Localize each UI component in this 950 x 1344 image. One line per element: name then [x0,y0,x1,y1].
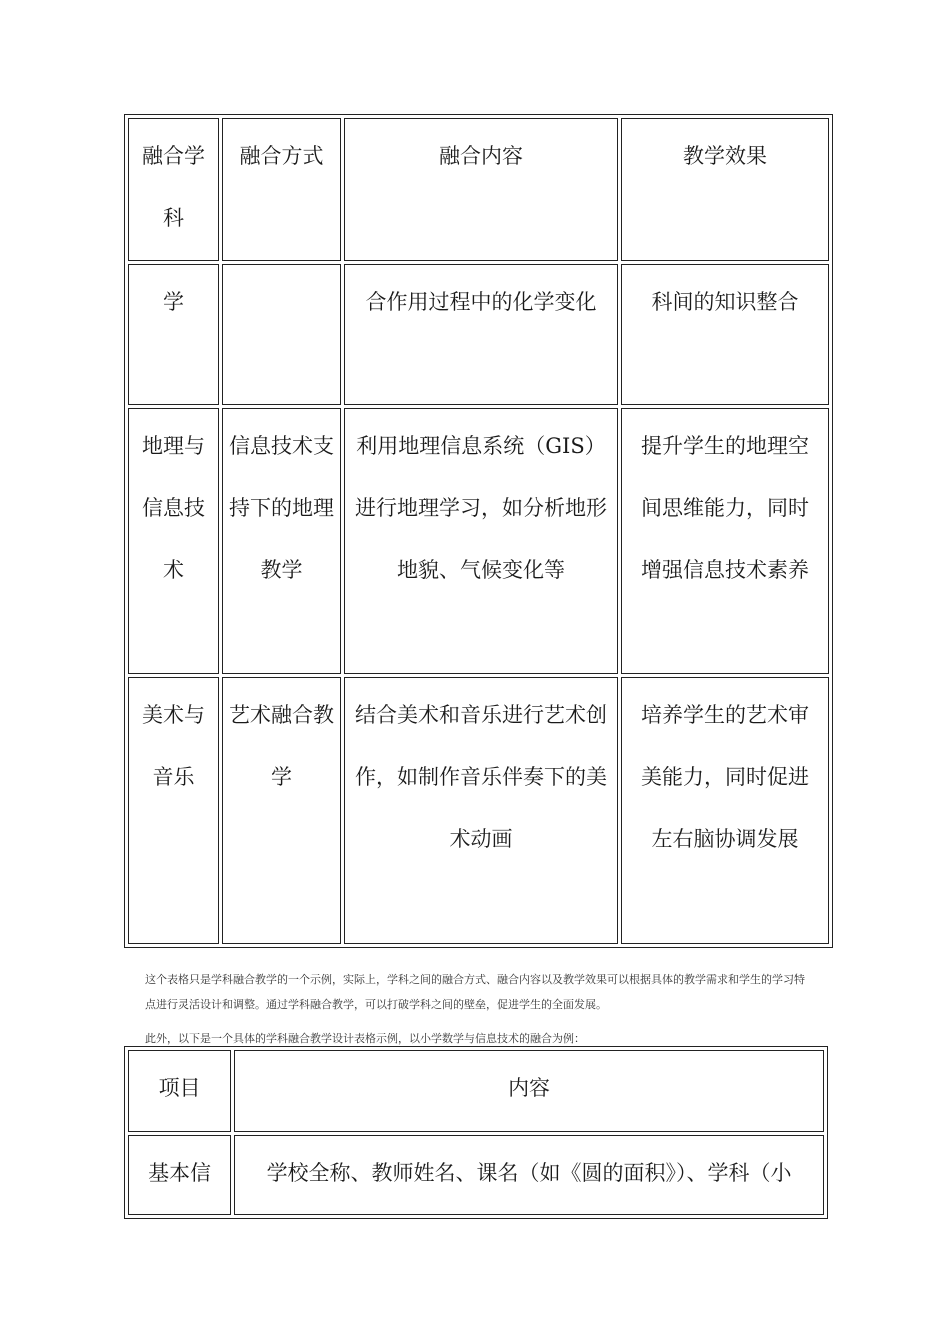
header-cell-method: 融合方式 [222,118,341,261]
cell-content: 利用地理信息系统（GIS）进行地理学习，如分析地形地貌、气候变化等 [344,408,618,674]
table-row [128,264,829,405]
cell-effect: 培养学生的艺术审美能力，同时促进左右脑协调发展 [621,677,829,944]
cell-content: 合作用过程中的化学变化 [344,264,618,405]
cell-subject: 地理与信息技术 [128,408,219,674]
cell-item: 基本信 [128,1135,231,1215]
header-cell-effect: 教学效果 [621,118,829,261]
table-row [128,408,829,674]
table-row [128,1135,824,1215]
cell-method: 艺术融合教学 [222,677,341,944]
cell-detail: 学校全称、教师姓名、课名（如《圆的面积》）、学科（小 [234,1135,824,1215]
header-cell-item: 项目 [128,1050,231,1132]
cell-subject: 美术与音乐 [128,677,219,944]
lesson-design-table [124,1046,828,1219]
cell-effect: 科间的知识整合 [621,264,829,405]
table-header-row [128,1050,824,1132]
header-cell-subject: 融合学科 [128,118,219,261]
table-header-row [128,118,829,261]
header-cell-content: 融合内容 [344,118,618,261]
cell-method: 信息技术支持下的地理教学 [222,408,341,674]
cell-content: 结合美术和音乐进行艺术创作，如制作音乐伴奏下的美术动画 [344,677,618,944]
fusion-table [124,114,833,948]
cell-effect: 提升学生的地理空间思维能力，同时增强信息技术素养 [621,408,829,674]
cell-method [222,264,341,405]
intro-paragraph: 此外，以下是一个具体的学科融合教学设计表格示例，以小学数学与信息技术的融合为例： [145,1032,585,1045]
header-cell-detail: 内容 [234,1050,824,1132]
table-row [128,677,829,944]
summary-paragraph: 这个表格只是学科融合教学的一个示例，实际上，学科之间的融合方式、融合内容以及教学效果可以根据具体的教学需求和学生的学习特点进行灵活设计和调整。通过学科融合教学，可以打破学科之间的壁垒，促进学生的全面发展。 [145,973,805,1011]
cell-subject: 学 [128,264,219,405]
